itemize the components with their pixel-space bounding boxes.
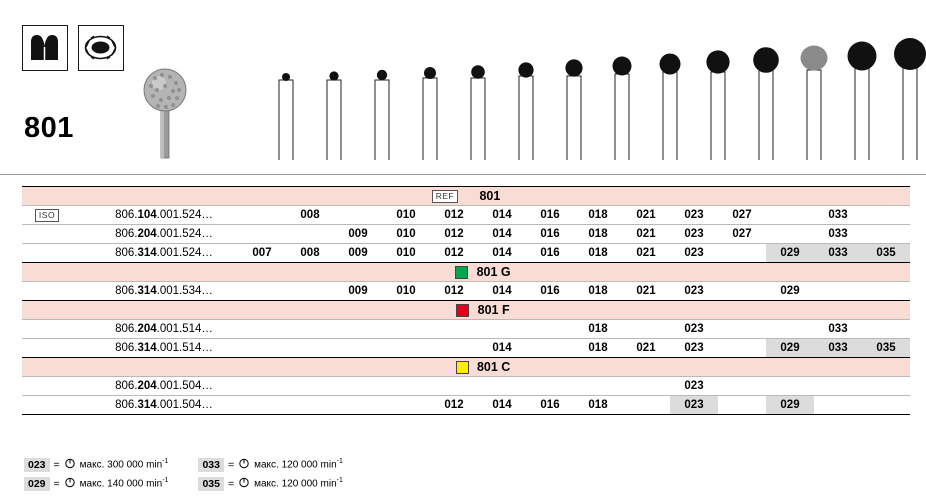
cell-018: 018	[574, 339, 622, 358]
cell-029	[766, 320, 814, 339]
cell-012: 012	[430, 225, 478, 244]
cell-029: 029	[766, 282, 814, 301]
cell-035	[862, 377, 910, 396]
cell-008	[286, 339, 334, 358]
table-row	[22, 225, 910, 244]
cell-018: 018	[574, 282, 622, 301]
cell-033: 033	[814, 339, 862, 358]
cell-033: 033	[814, 244, 862, 263]
cell-035	[862, 396, 910, 415]
ref-value: 801	[479, 189, 501, 203]
cell-016	[526, 377, 574, 396]
grade-label: 801 F	[477, 303, 510, 317]
bur-size-023	[743, 20, 789, 160]
cell-014: 014	[478, 396, 526, 415]
cell-010	[382, 377, 430, 396]
product-code: 806.204.001.504…	[90, 377, 238, 396]
table-row	[22, 206, 910, 225]
cell-016: 016	[526, 206, 574, 225]
cell-016: 016	[526, 244, 574, 263]
cell-029: 029	[766, 244, 814, 263]
bur-size-009	[407, 20, 453, 160]
cell-027	[718, 377, 766, 396]
cell-023: 023	[670, 377, 718, 396]
bur-size-018	[647, 20, 693, 160]
cell-029: 029	[766, 396, 814, 415]
bur-size-035	[887, 20, 926, 160]
tooth-access-icon	[78, 25, 124, 71]
footnote-text: макс. 120 000 $\min^{-1}$	[254, 477, 343, 490]
footnote-text: макс. 140 000 $\min^{-1}$	[79, 477, 169, 490]
cell-014: 014	[478, 225, 526, 244]
footnote-033	[198, 457, 342, 472]
product-code: 806.314.001.534…	[90, 282, 238, 301]
table-row	[22, 339, 910, 358]
cell-027	[718, 282, 766, 301]
speed-icon	[64, 476, 76, 491]
cell-027: 027	[718, 225, 766, 244]
footnotes	[24, 455, 343, 493]
cell-023: 023	[670, 320, 718, 339]
footnote-code: 029	[24, 477, 50, 491]
cell-009: 009	[334, 282, 382, 301]
cell-012: 012	[430, 396, 478, 415]
cell-021: 021	[622, 339, 670, 358]
footnote-equals: =	[227, 458, 235, 471]
cell-027	[718, 320, 766, 339]
cell-016	[526, 320, 574, 339]
cell-008: 008	[286, 206, 334, 225]
cell-007	[238, 396, 286, 415]
cell-014	[478, 320, 526, 339]
cell-008	[286, 320, 334, 339]
bur-size-008	[359, 20, 405, 160]
cell-023: 023	[670, 282, 718, 301]
product-code: 806.204.001.514…	[90, 320, 238, 339]
grade-label: 801 G	[476, 265, 511, 279]
cell-027	[718, 396, 766, 415]
cell-023: 023	[670, 396, 718, 415]
cell-035: 035	[862, 244, 910, 263]
cell-016: 016	[526, 225, 574, 244]
cell-010: 010	[382, 225, 430, 244]
cell-018: 018	[574, 396, 622, 415]
cell-007: 007	[238, 244, 286, 263]
product-code: 806.104.001.524…	[90, 206, 238, 225]
cell-021: 021	[622, 244, 670, 263]
table-band-ref	[22, 187, 910, 206]
cell-007	[238, 339, 286, 358]
footnote-equals: =	[53, 477, 60, 490]
cell-010	[382, 339, 430, 358]
color-swatch-red	[456, 304, 469, 317]
cell-009	[334, 206, 382, 225]
cell-009	[334, 339, 382, 358]
product-code: 806.314.001.514…	[90, 339, 238, 358]
cell-014	[478, 377, 526, 396]
cell-033	[814, 396, 862, 415]
cell-008	[286, 396, 334, 415]
cell-027	[718, 244, 766, 263]
cell-023: 023	[670, 206, 718, 225]
cell-029: 029	[766, 339, 814, 358]
cell-014: 014	[478, 244, 526, 263]
cell-018: 018	[574, 244, 622, 263]
cell-021	[622, 377, 670, 396]
table-band-801g	[22, 263, 910, 282]
cell-033: 033	[814, 320, 862, 339]
cell-010: 010	[382, 244, 430, 263]
grade-label: 801 C	[476, 360, 511, 374]
cell-021: 021	[622, 206, 670, 225]
tooth-shape-icon	[22, 25, 68, 71]
cell-012	[430, 339, 478, 358]
bur-size-010	[455, 20, 501, 160]
cell-029	[766, 206, 814, 225]
cell-007	[238, 206, 286, 225]
footnote-029	[24, 476, 168, 491]
cell-035	[862, 225, 910, 244]
cell-016: 016	[526, 396, 574, 415]
table-band-801c	[22, 358, 910, 377]
footnote-code: 023	[24, 458, 50, 472]
cell-008	[286, 282, 334, 301]
footnote-code: 035	[198, 477, 224, 491]
bur-size-029	[839, 20, 885, 160]
cell-029	[766, 225, 814, 244]
footnote-035	[198, 476, 342, 491]
footnote-row	[24, 474, 343, 493]
cell-009: 009	[334, 244, 382, 263]
cell-027	[718, 339, 766, 358]
cell-018: 018	[574, 320, 622, 339]
cell-018: 018	[574, 206, 622, 225]
cell-007	[238, 282, 286, 301]
speed-icon	[64, 457, 76, 472]
product-code: 806.314.001.524…	[90, 244, 238, 263]
footnote-text: макс. 120 000 $\min^{-1}$	[254, 458, 343, 471]
page-title: 801	[24, 112, 74, 144]
cell-012: 012	[430, 282, 478, 301]
cell-023: 023	[670, 244, 718, 263]
bur-size-021	[695, 20, 741, 160]
cell-008	[286, 225, 334, 244]
cell-012: 012	[430, 206, 478, 225]
speed-icon	[238, 457, 250, 472]
cell-023: 023	[670, 225, 718, 244]
table-row	[22, 282, 910, 301]
cell-014: 014	[478, 339, 526, 358]
cell-008: 008	[286, 244, 334, 263]
cell-018: 018	[574, 225, 622, 244]
cell-018	[574, 377, 622, 396]
bur-size-012	[503, 20, 549, 160]
table-row	[22, 377, 910, 396]
cell-008	[286, 377, 334, 396]
cell-010: 010	[382, 206, 430, 225]
speed-icon	[238, 476, 250, 491]
cell-021: 021	[622, 225, 670, 244]
cell-007	[238, 225, 286, 244]
cell-035: 035	[862, 339, 910, 358]
bur-illustration-detail	[135, 20, 195, 160]
cell-009: 009	[334, 225, 382, 244]
cell-021	[622, 320, 670, 339]
cell-035	[862, 282, 910, 301]
bur-size-005	[263, 20, 309, 160]
cell-007	[238, 320, 286, 339]
cell-009	[334, 320, 382, 339]
cell-023: 023	[670, 339, 718, 358]
bur-size-016	[599, 20, 645, 160]
cell-010: 010	[382, 282, 430, 301]
cell-012: 012	[430, 244, 478, 263]
footnote-equals: =	[227, 477, 235, 490]
cell-010	[382, 396, 430, 415]
cell-009	[334, 396, 382, 415]
cell-033	[814, 282, 862, 301]
cell-012	[430, 377, 478, 396]
footnote-023	[24, 457, 168, 472]
bur-size-027	[791, 20, 837, 160]
table-bottom-border	[22, 415, 910, 416]
cell-021: 021	[622, 282, 670, 301]
table-band-801f	[22, 301, 910, 320]
bur-size-014	[551, 20, 597, 160]
ref-badge: REF	[432, 190, 459, 203]
footnote-code: 033	[198, 458, 224, 472]
cell-033	[814, 377, 862, 396]
cell-009	[334, 377, 382, 396]
table-row	[22, 244, 910, 263]
footnote-row	[24, 455, 343, 474]
color-swatch-yellow	[456, 361, 469, 374]
iso-badge: ISO	[35, 209, 59, 222]
cell-014: 014	[478, 206, 526, 225]
cell-021	[622, 396, 670, 415]
footnote-equals: =	[53, 458, 60, 471]
cell-010	[382, 320, 430, 339]
cell-007	[238, 377, 286, 396]
bur-size-007	[311, 20, 357, 160]
cell-033: 033	[814, 225, 862, 244]
cell-016: 016	[526, 282, 574, 301]
footnote-text: макс. 300 000 $\min^{-1}$	[79, 458, 169, 471]
color-swatch-green	[455, 266, 468, 279]
cell-035	[862, 320, 910, 339]
product-code: 806.204.001.524…	[90, 225, 238, 244]
specification-table	[22, 186, 906, 415]
table-row	[22, 396, 910, 415]
table-row	[22, 320, 910, 339]
cell-012	[430, 320, 478, 339]
product-code: 806.314.001.504…	[90, 396, 238, 415]
header-section	[0, 0, 926, 175]
cell-016	[526, 339, 574, 358]
cell-014: 014	[478, 282, 526, 301]
cell-035	[862, 206, 910, 225]
bur-illustrations	[135, 20, 916, 160]
cell-033: 033	[814, 206, 862, 225]
cell-027: 027	[718, 206, 766, 225]
cell-029	[766, 377, 814, 396]
